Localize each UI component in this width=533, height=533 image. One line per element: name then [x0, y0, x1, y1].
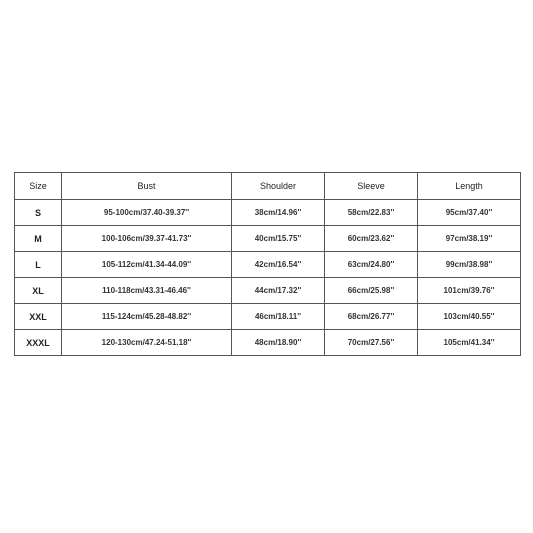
bust-cell: 115-124cm/45.28-48.82'' [62, 304, 232, 330]
length-cell: 95cm/37.40'' [418, 200, 521, 226]
size-cell: XXXL [15, 330, 62, 356]
shoulder-cell: 42cm/16.54'' [232, 252, 325, 278]
length-cell: 105cm/41.34'' [418, 330, 521, 356]
size-cell: S [15, 200, 62, 226]
table-header-row [15, 173, 521, 200]
shoulder-cell: 40cm/15.75'' [232, 226, 325, 252]
header-sleeve: Sleeve [325, 173, 418, 200]
header-bust: Bust [62, 173, 232, 200]
length-cell: 103cm/40.55'' [418, 304, 521, 330]
header-size: Size [15, 173, 62, 200]
size-cell: XL [15, 278, 62, 304]
size-cell: L [15, 252, 62, 278]
bust-cell: 95-100cm/37.40-39.37'' [62, 200, 232, 226]
length-cell: 97cm/38.19'' [418, 226, 521, 252]
table-row [15, 304, 521, 330]
shoulder-cell: 44cm/17.32'' [232, 278, 325, 304]
table-row [15, 278, 521, 304]
sleeve-cell: 66cm/25.98'' [325, 278, 418, 304]
size-chart-table [14, 172, 521, 356]
sleeve-cell: 68cm/26.77'' [325, 304, 418, 330]
table-row [15, 226, 521, 252]
header-shoulder: Shoulder [232, 173, 325, 200]
table-row [15, 200, 521, 226]
bust-cell: 100-106cm/39.37-41.73'' [62, 226, 232, 252]
bust-cell: 110-118cm/43.31-46.46'' [62, 278, 232, 304]
sleeve-cell: 58cm/22.83'' [325, 200, 418, 226]
shoulder-cell: 46cm/18.11'' [232, 304, 325, 330]
header-length: Length [418, 173, 521, 200]
table-row [15, 252, 521, 278]
sleeve-cell: 63cm/24.80'' [325, 252, 418, 278]
shoulder-cell: 48cm/18.90'' [232, 330, 325, 356]
table-row [15, 330, 521, 356]
sleeve-cell: 60cm/23.62'' [325, 226, 418, 252]
size-cell: XXL [15, 304, 62, 330]
shoulder-cell: 38cm/14.96'' [232, 200, 325, 226]
sleeve-cell: 70cm/27.56'' [325, 330, 418, 356]
length-cell: 101cm/39.76'' [418, 278, 521, 304]
length-cell: 99cm/38.98'' [418, 252, 521, 278]
bust-cell: 105-112cm/41.34-44.09'' [62, 252, 232, 278]
size-cell: M [15, 226, 62, 252]
bust-cell: 120-130cm/47.24-51.18'' [62, 330, 232, 356]
